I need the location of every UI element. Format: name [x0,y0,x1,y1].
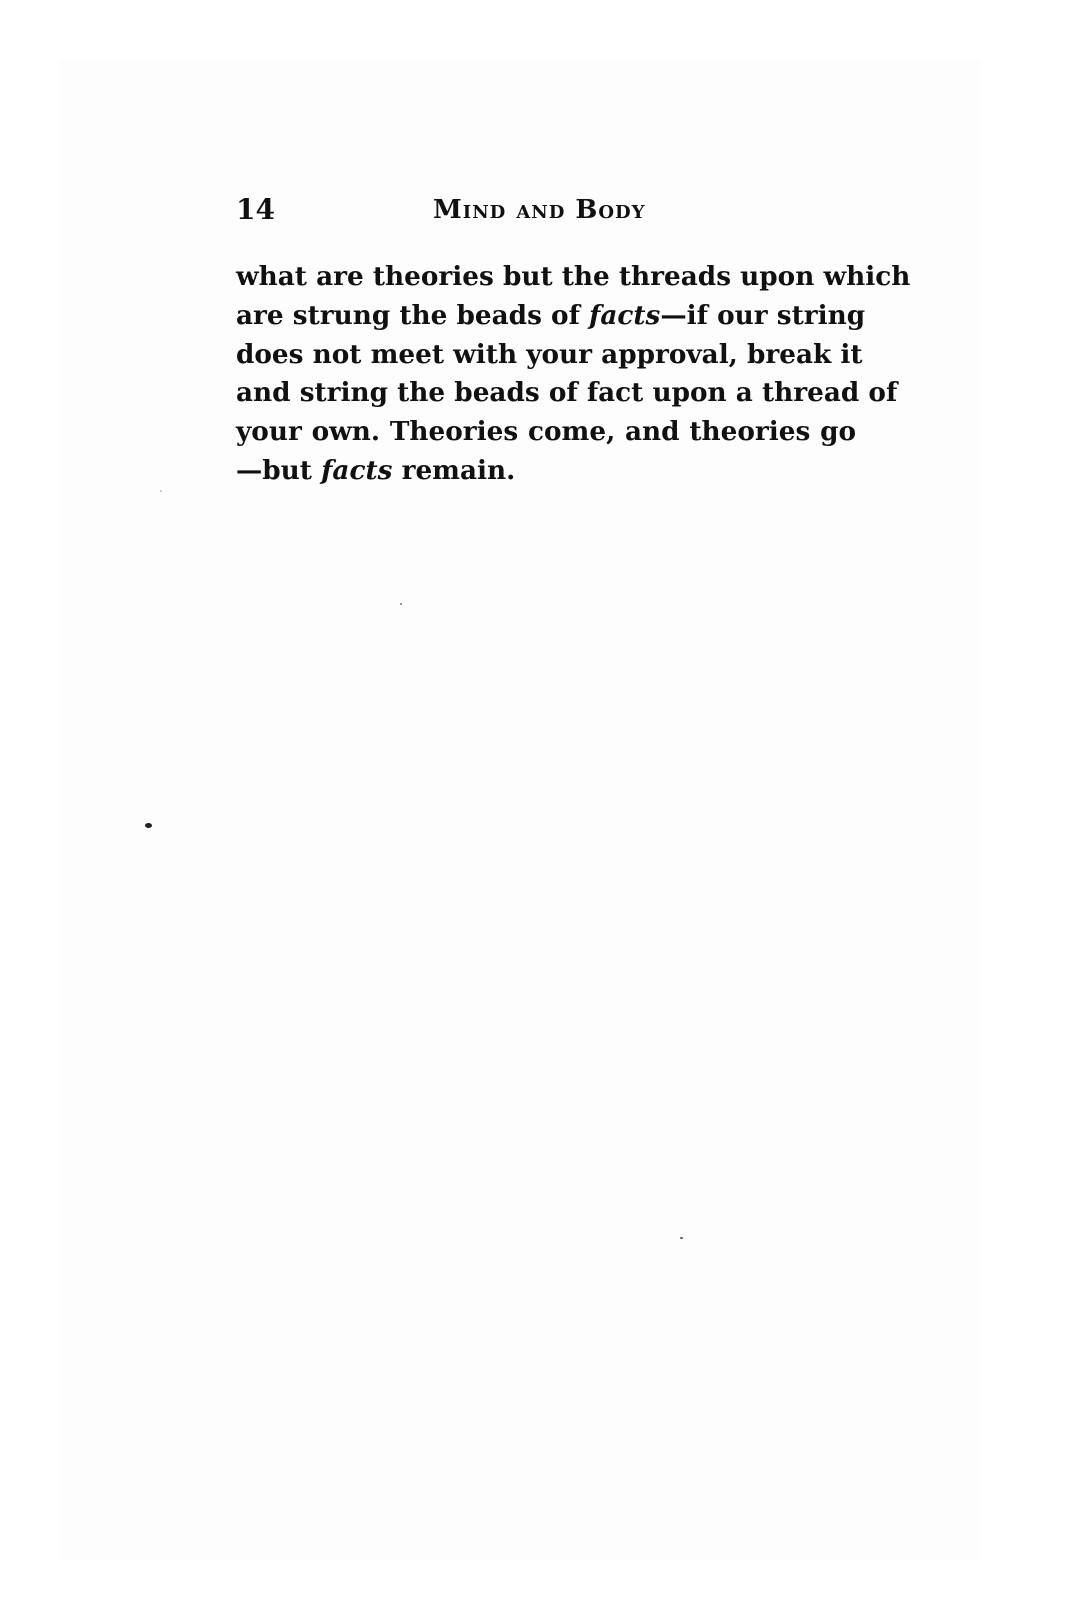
body-paragraph [236,258,911,491]
text-line: —but facts remain. [236,454,516,486]
emphasis: facts [321,454,393,486]
ink-speck [160,490,162,492]
text-line: your own. Theories come, and theories go [236,416,856,448]
emphasis: facts [589,299,661,331]
ink-speck [145,823,152,828]
text-line: are strung the beads of facts—if our string [236,299,866,331]
ink-speck [400,603,402,605]
running-title: Mind and Body [433,195,646,225]
page-number: 14 [236,193,275,226]
text-line: what are theories but the threads upon which [236,261,911,292]
ink-speck [680,1237,683,1239]
page-header [236,190,856,230]
text-line: does not meet with your approval, break it [236,338,863,370]
text-line: and string the beads of fact upon a thread of [236,377,898,409]
